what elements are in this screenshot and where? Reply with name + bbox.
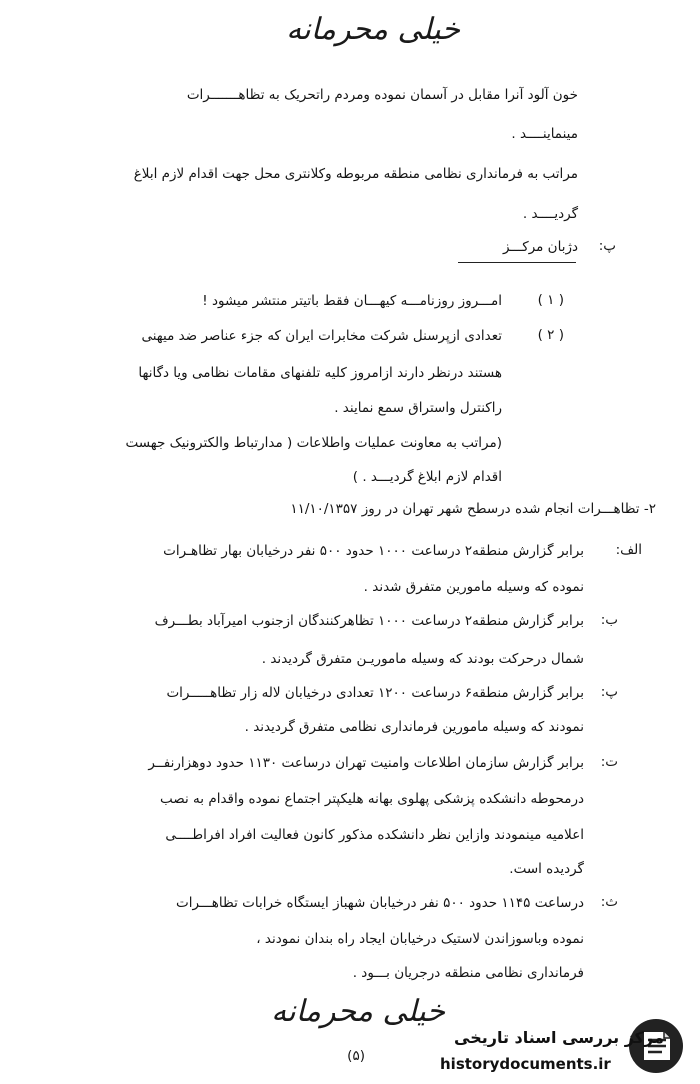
item-2-note-line2: اقدام لازم ابلاغ گردیـــد . ) [352,469,502,485]
item-be-label: ب: [600,612,618,628]
item-pe-line1: برابر گزارش منطقه۶ درساعت ۱۲۰۰ تعدادی درخیابان لاله زار تظاهـــــرات [166,685,584,701]
item-alef-line2: نموده که وسیله مامورین متفرق شدند . [363,579,584,595]
section-p-underline [458,262,576,263]
watermark-url: historydocuments.ir [440,1055,611,1073]
s1-line4: گردیــــد . [522,206,578,222]
s1-line2: مینماینــــد . [511,126,578,142]
item-te-line2: درمحوطه دانشکده پزشکی پهلوی بهانه هلیکپتر اجتماع نموده واقدام به نصب [160,791,584,807]
item-2-line1: تعدادی ازپرسنل شرکت مخابرات ایران که جزء عناصر ضد میهنی [141,328,502,344]
item-be-line2: شمال درحرکت بودند که وسیله ماموریـن متفرق گردیدند . [261,651,584,667]
footer-classification: خیلی محرمانه [271,994,445,1029]
s1-line3: مراتب به فرمانداری نظامی منطقه مربوطه وکلانتری محل جهت اقدام لازم ابلاغ [133,166,578,182]
item-alef-line1: برابر گزارش منطقه۲ درساعت ۱۰۰۰ حدود ۵۰۰ نفر درخیابان بهار تظاهـرات [163,543,584,559]
item-se-line2: نموده وباسوزاندن لاستیک درخیابان ایجاد راه بندان نمودند ، [256,931,584,947]
item-te-line4: گردیده است. [509,861,584,877]
item-te-line1: برابر گزارش سازمان اطلاعات وامنیت تهران درساعت ۱۱۳۰ حدود دوهزارنفــر [148,755,584,771]
watermark-title: مرکز بررسی اسناد تاریخی [454,1028,664,1047]
item-se-label: ث: [600,894,618,910]
section2-heading: ۲- تظاهـــرات انجام شده درسطح شهر تهران در روز ۱۱/۱۰/۱۳۵۷ [290,501,656,517]
header-classification: خیلی محرمانه [286,12,460,47]
section-p-title: دژبان مرکـــز [502,239,578,255]
page-number: (۵) [347,1048,365,1064]
item-pe-line2: نمودند که وسیله مامورین فرمانداری نظامی متفرق گردیدند . [244,719,584,735]
item-te-line3: اعلامیه مینمودند وازاین نظر دانشکده مذکور کانون فعالیت افراد افراطــــی [165,827,584,843]
item-2-line2: هستند درنظر دارند ازامروز کلیه تلفنهای مقامات نظامی ویا دگانها [138,365,502,381]
item-2-number: ( ۲ ) [537,327,564,343]
item-1-text: امـــروز روزنامـــه کیهـــان فقط باتیتر منتشر میشود ! [202,293,502,309]
item-1-number: ( ۱ ) [537,292,564,308]
item-se-line3: فرمانداری نظامی منطقه درجریان بـــود . [352,965,584,981]
item-2-note-line1: (مراتب به معاونت عملیات واطلاعات ( مدارتباط والکترونیک جهست [125,435,502,451]
section-p-label: پ: [598,238,616,254]
item-pe-label: پ: [600,684,618,700]
item-se-line1: درساعت ۱۱۴۵ حدود ۵۰۰ نفر درخیابان شهباز ایستگاه خرابات تظاهـــرات [176,895,584,911]
item-be-line1: برابر گزارش منطقه۲ درساعت ۱۰۰۰ تظاهرکنندگان ازجنوب امیرآباد بطـــرف [154,613,584,629]
item-2-line3: راکنترل واستراق سمع نمایند . [334,400,502,416]
item-te-label: ت: [600,754,618,770]
s1-line1: خون آلود آنرا مقابل در آسمان نموده ومردم راتحریک به تظاهـــــــرات [186,87,578,103]
item-alef-label: الف: [615,542,642,558]
